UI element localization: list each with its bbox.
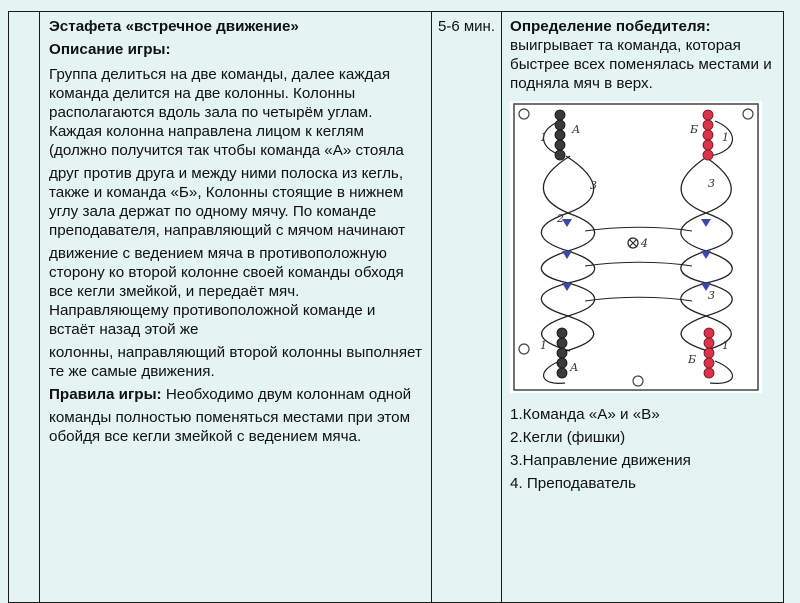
label-three-right-lower: 3 xyxy=(708,289,715,302)
team-b-column-bottom xyxy=(704,328,714,378)
team-b-column-top xyxy=(703,110,713,160)
rules-label: Правила игры: xyxy=(49,386,162,403)
team-a-column-top xyxy=(555,110,565,160)
description-paragraph-3: движение с ведением мяча в противоположную сторону ко второй колонне своей команды обходя все кегли змейкой, и передаёт мяч. Направляющему противоположной команде и встаёт назад этой же xyxy=(49,245,404,338)
label-one-top-right: 1 xyxy=(722,131,729,144)
empty-cell xyxy=(9,12,40,603)
label-team-a-top: А xyxy=(572,123,581,136)
duration-cell xyxy=(432,12,502,603)
rules-paragraph xyxy=(49,385,423,404)
label-two-left: 2 xyxy=(557,212,564,225)
description-paragraph-1: Группа делиться на две команды, далее каждая команда делится на две колонны. Колонны располагаются вдоль зала по четырём углам. Каждая колонна направлена лицом к кеглям (должно получится так чтобы команда «А» стояла xyxy=(49,66,404,159)
label-team-b-bottom: Б xyxy=(688,353,697,366)
table-row xyxy=(9,12,784,603)
legend-item: 1.Команда «А» и «В» xyxy=(510,406,660,423)
relay-diagram xyxy=(510,101,762,393)
game-title: Эстафета «встречное движение» xyxy=(49,18,299,35)
team-a-column-bottom xyxy=(557,328,567,378)
duration: 5-6 мин. xyxy=(438,18,495,35)
description-cell xyxy=(40,12,432,603)
winner-text: выигрывает та команда, которая быстрее всех поменялась местами и подняла мяч в верх. xyxy=(510,37,772,92)
label-four: 4 xyxy=(641,237,648,250)
description-paragraph-2: друг против друга и между ними полоска из кегль, также и команда «Б», Колонны стоящие в нижнем углу зала держат по одному мячу. По команде преподавателя, направляющий с мячом начинают xyxy=(49,165,406,239)
winner-title: Определение победителя: xyxy=(510,18,711,35)
description-paragraph-4: колонны, направляющий второй колонны выполняет те же самые движения. xyxy=(49,344,422,380)
label-team-a-bottom: А xyxy=(570,361,579,374)
label-one-bottom-right: 1 xyxy=(722,339,729,352)
label-three-left: 3 xyxy=(590,179,597,192)
legend-item: 3.Направление движения xyxy=(510,452,691,469)
label-team-b-top: Б xyxy=(690,123,699,136)
winner-cell xyxy=(502,12,784,603)
rules-continuation: команды полностью поменяться местами при этом обойдя все кегли змейкой с ведением мяча. xyxy=(49,409,411,445)
label-one-bottom-left: 1 xyxy=(540,339,547,352)
legend-item: 4. Преподаватель xyxy=(510,475,636,492)
label-three-right: 3 xyxy=(708,177,715,190)
label-one-top-left: 1 xyxy=(540,131,547,144)
rules-text: Необходимо двум колоннам одной xyxy=(161,386,412,403)
legend-list xyxy=(510,405,777,493)
description-heading: Описание игры: xyxy=(49,41,171,58)
game-table xyxy=(8,11,784,603)
legend-item: 2.Кегли (фишки) xyxy=(510,429,626,446)
